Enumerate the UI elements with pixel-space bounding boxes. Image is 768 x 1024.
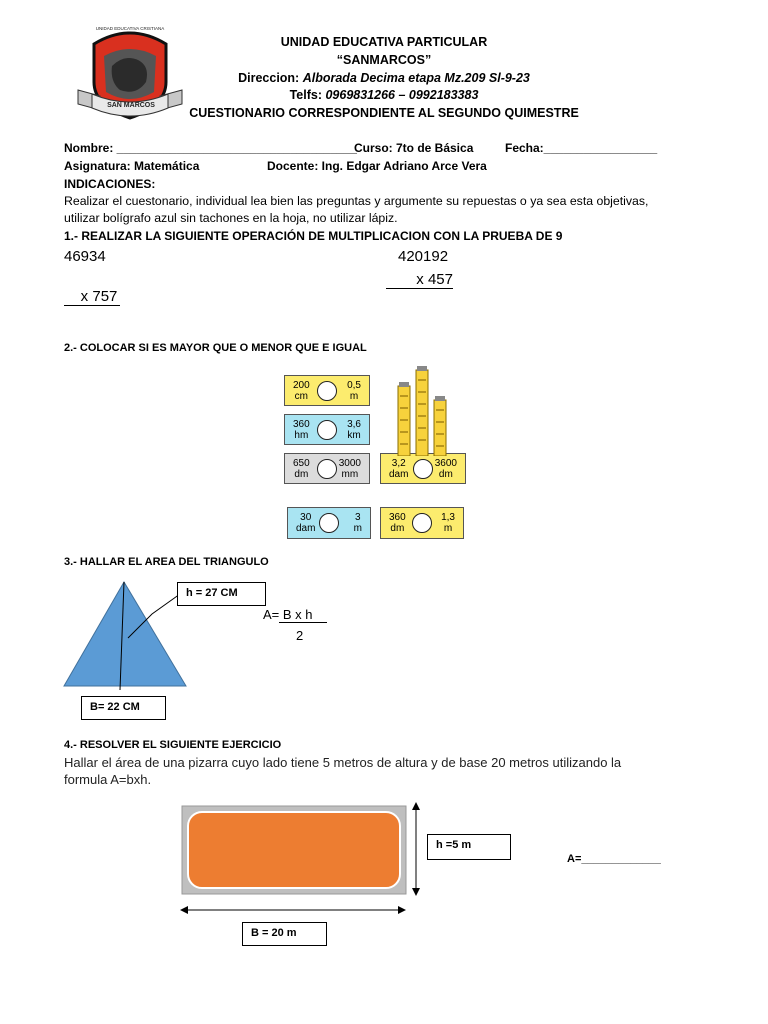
answer-circle[interactable] bbox=[317, 381, 337, 401]
curso-field: Curso: 7to de Básica bbox=[354, 141, 474, 155]
base-label-box: B= 22 CM bbox=[81, 696, 166, 720]
whiteboard-figure bbox=[180, 800, 440, 920]
area-formula bbox=[263, 607, 327, 623]
formula-prefix: A= bbox=[263, 607, 280, 622]
q1-b-multiplier-text: x 457 bbox=[416, 271, 453, 288]
answer-circle[interactable] bbox=[413, 459, 433, 479]
document-title: CUESTIONARIO CORRESPONDIENTE AL SEGUNDO QUIMESTRE bbox=[189, 106, 579, 120]
board-height-label-box: h =5 m bbox=[427, 834, 511, 860]
compare-left: 650 dm bbox=[293, 458, 310, 480]
q1-a-multiplier bbox=[64, 271, 120, 306]
compare-card-6 bbox=[380, 507, 464, 539]
compare-right: 3,6 km bbox=[347, 419, 361, 441]
formula-denominator: 2 bbox=[296, 628, 304, 643]
school-type: UNIDAD EDUCATIVA PARTICULAR bbox=[280, 35, 488, 49]
q1-a-multiplicand: 46934 bbox=[64, 248, 106, 265]
board-base-label-box: B = 20 m bbox=[242, 922, 327, 946]
answer-circle[interactable] bbox=[319, 513, 339, 533]
q1-a-multiplier-text: x 757 bbox=[72, 288, 118, 305]
q1-b-multiplier bbox=[386, 271, 453, 289]
indicaciones-line-2: utilizar bolígrafo azul sin tachones en la hoja, no utilizar lápiz. bbox=[64, 211, 398, 225]
address-value: Alborada Decima etapa Mz.209 Sl-9-23 bbox=[302, 71, 530, 85]
height-label-box: h = 27 CM bbox=[177, 582, 266, 606]
nombre-field: Nombre: ____________________________________ bbox=[64, 141, 357, 155]
address-label: Direccion: bbox=[238, 71, 303, 85]
compare-right: 3 m bbox=[353, 512, 362, 534]
school-name: “SANMARCOS” bbox=[336, 53, 432, 67]
q1-title: 1.- REALIZAR LA SIGUIENTE OPERACIÓN DE MULTIPLICACION CON LA PRUEBA DE 9 bbox=[64, 229, 563, 243]
formula-numerator: B x h bbox=[279, 607, 327, 623]
asignatura-field: Asignatura: Matemática bbox=[64, 159, 200, 173]
q1-b-multiplicand: 420192 bbox=[398, 248, 449, 265]
q4-text-line-1: Hallar el área de una pizarra cuyo lado tiene 5 metros de altura y de base 20 metros utilizando la bbox=[64, 755, 622, 770]
q2-title: 2.- COLOCAR SI ES MAYOR QUE O MENOR QUE E IGUAL bbox=[64, 342, 367, 354]
compare-card-5 bbox=[287, 507, 371, 539]
compare-card-3 bbox=[284, 453, 370, 484]
q3-title: 3.- HALLAR EL AREA DEL TRIANGULO bbox=[64, 556, 269, 568]
compare-card-1 bbox=[284, 375, 370, 406]
compare-left: 360 hm bbox=[293, 419, 310, 441]
answer-circle[interactable] bbox=[412, 513, 432, 533]
compare-left: 3,2 dam bbox=[389, 458, 409, 480]
school-phones bbox=[0, 88, 768, 102]
q4-text-line-2: formula A=bxh. bbox=[64, 772, 152, 787]
logo-top-text: UNIDAD EDUCATIVA CRISTIANA bbox=[95, 26, 165, 31]
q4-title: 4.- RESOLVER EL SIGUIENTE EJERCICIO bbox=[64, 739, 282, 751]
phone-label: Telfs: bbox=[289, 88, 326, 102]
answer-circle[interactable] bbox=[317, 420, 337, 440]
logo-banner-text: SAN MARCOS bbox=[107, 102, 155, 109]
compare-right: 1,3 m bbox=[441, 512, 455, 534]
compare-right: 3600 dm bbox=[434, 458, 457, 480]
fecha-field: Fecha:_________________ bbox=[505, 141, 658, 155]
indicaciones-line-1: Realizar el cuestonario, individual lea bien las preguntas y argumente su repuestas o ya sea esta objetivas, bbox=[64, 194, 649, 208]
compare-left: 200 cm bbox=[293, 380, 310, 402]
measuring-tapes-illustration bbox=[394, 366, 454, 456]
answer-circle[interactable] bbox=[317, 459, 337, 479]
area-answer-line: A=_____________ bbox=[567, 853, 661, 865]
school-address bbox=[0, 71, 768, 85]
compare-card-2 bbox=[284, 414, 370, 445]
phone-value: 0969831266 – 0992183383 bbox=[325, 88, 479, 102]
docente-field: Docente: Ing. Edgar Adriano Arce Vera bbox=[267, 159, 487, 173]
compare-card-4 bbox=[380, 453, 466, 484]
compare-right: 3000 mm bbox=[338, 458, 361, 480]
compare-right: 0,5 m bbox=[347, 380, 361, 402]
indicaciones-title: INDICACIONES: bbox=[64, 177, 156, 191]
compare-left: 30 dam bbox=[296, 512, 316, 534]
compare-left: 360 dm bbox=[389, 512, 406, 534]
